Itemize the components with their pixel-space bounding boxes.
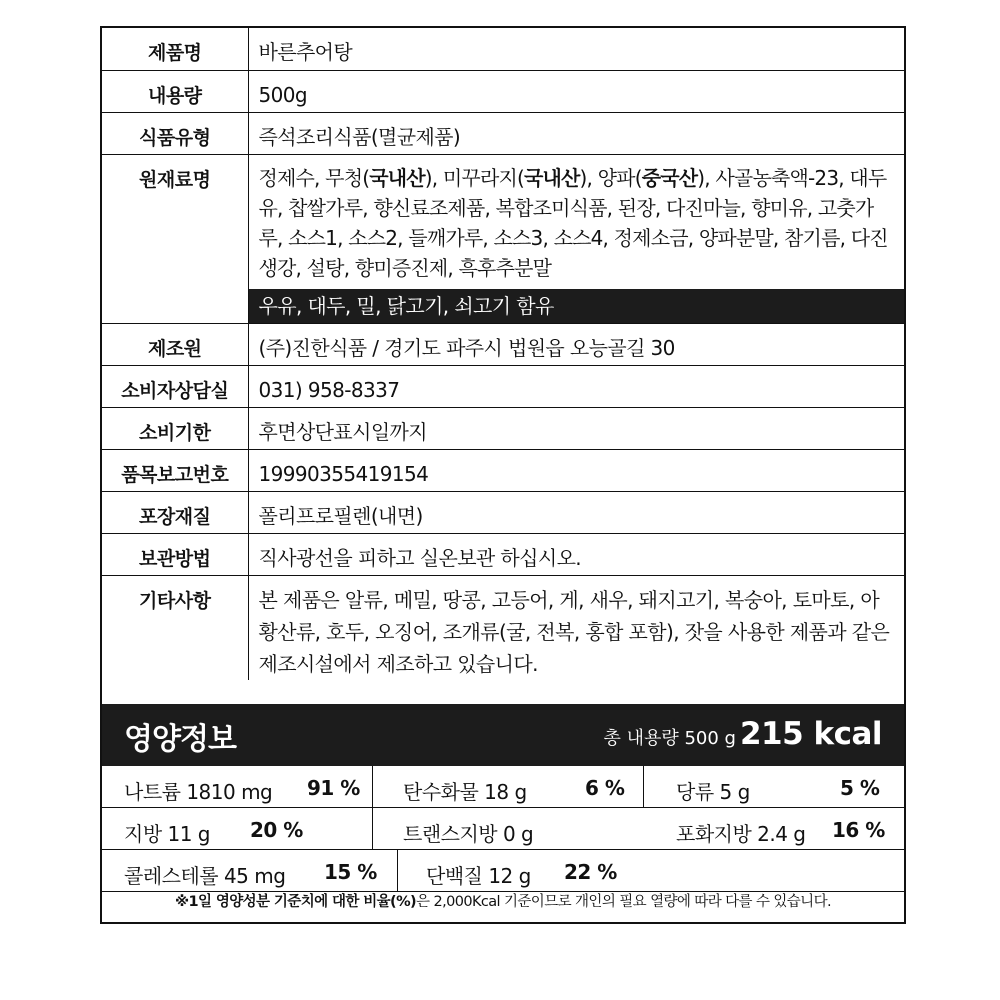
footnote-text: 은 2,000Kcal 기준이므로 개인의 필요 열량에 따라 다를 수 있습니다. bbox=[416, 894, 832, 910]
row-expiry bbox=[102, 407, 904, 449]
ingredients-label: 원재료명 bbox=[102, 154, 248, 323]
nutrient-percent: 91 % bbox=[307, 776, 360, 800]
product-info-table bbox=[102, 28, 904, 680]
row-food-type bbox=[102, 112, 904, 154]
ingredients-cell bbox=[248, 154, 904, 323]
row-product-name bbox=[102, 28, 904, 70]
nutrient-percent: 20 % bbox=[250, 818, 303, 842]
row-ingredients bbox=[102, 154, 904, 323]
row-manufacturer bbox=[102, 323, 904, 365]
nutrient-fat bbox=[102, 808, 373, 849]
nutrient-trans-fat bbox=[373, 808, 644, 849]
nutrient-name: 단백질 12 g bbox=[426, 864, 531, 888]
nutrient-sugar bbox=[644, 766, 904, 807]
other-value: 본 제품은 알류, 메밀, 땅콩, 고등어, 게, 새우, 돼지고기, 복숭아, 토마토, 아황산류, 호두, 오징어, 조개류(굴, 전복, 홍합 포함), 잣을 사용한 제품과 같은 제조시설에서 제조하고 있습니다. bbox=[258, 587, 890, 676]
nutrition-row bbox=[102, 850, 904, 892]
row-packaging bbox=[102, 491, 904, 533]
allergen-banner: 우유, 대두, 밀, 닭고기, 쇠고기 함유 bbox=[249, 289, 905, 323]
nutrition-row bbox=[102, 808, 904, 850]
other-label: 기타사항 bbox=[102, 575, 248, 680]
row-other bbox=[102, 575, 904, 680]
ingredients-text bbox=[249, 155, 905, 289]
nutrition-row bbox=[102, 766, 904, 808]
volume-value: 500g bbox=[248, 70, 904, 112]
nutrient-name: 당류 5 g bbox=[676, 780, 750, 804]
row-report-no bbox=[102, 449, 904, 491]
ingredients-part: 정제수, 무청( bbox=[258, 165, 370, 190]
report-no-value: 19990355419154 bbox=[248, 449, 904, 491]
nutrient-name: 트랜스지방 0 g bbox=[403, 822, 534, 846]
consumer-office-value: 031) 958-8337 bbox=[248, 365, 904, 407]
ingredients-part: ), 사골농축액-23, 대두유, 찹쌀가루, 향신료조제품, 복합조미식품, 된장, 다진마늘, 향미유, 고춧가루, 소스1, 소스2, 들깨가루, 소스3, 소스4, 정제소금, 양파분말, 참기름, 다진생강, 설탕, 향미증진제, 흑후추분말 bbox=[258, 165, 888, 280]
ingredients-part: ), 미꾸라지( bbox=[424, 165, 524, 190]
nutrient-percent: 15 % bbox=[324, 860, 377, 884]
nutrient-saturated-fat bbox=[644, 808, 904, 849]
nutrient-protein bbox=[398, 850, 698, 891]
nutrient-cholesterol bbox=[102, 850, 398, 891]
expiry-label: 소비기한 bbox=[102, 407, 248, 449]
food-label bbox=[100, 26, 906, 924]
nutrient-percent: 16 % bbox=[832, 818, 885, 842]
product-name-value: 바른추어탕 bbox=[248, 28, 904, 70]
nutrient-sodium bbox=[102, 766, 373, 807]
nutrient-name: 포화지방 2.4 g bbox=[676, 822, 806, 846]
storage-value: 직사광선을 피하고 실온보관 하십시오. bbox=[248, 533, 904, 575]
volume-label: 내용량 bbox=[102, 70, 248, 112]
total-volume-label: 총 내용량 500 g bbox=[603, 728, 736, 749]
nutrition-title: 영양정보 bbox=[124, 722, 236, 757]
origin-korea: 국내산 bbox=[369, 165, 425, 190]
manufacturer-value: (주)진한식품 / 경기도 파주시 법원읍 오능골길 30 bbox=[248, 323, 904, 365]
packaging-label: 포장재질 bbox=[102, 491, 248, 533]
nutrient-percent: 6 % bbox=[585, 776, 625, 800]
packaging-value: 폴리프로필렌(내면) bbox=[248, 491, 904, 533]
product-name-label: 제품명 bbox=[102, 28, 248, 70]
consumer-office-label: 소비자상담실 bbox=[102, 365, 248, 407]
food-type-label: 식품유형 bbox=[102, 112, 248, 154]
storage-label: 보관방법 bbox=[102, 533, 248, 575]
nutrient-percent: 22 % bbox=[564, 860, 617, 884]
origin-china: 중국산 bbox=[641, 165, 698, 190]
nutrient-name: 탄수화물 18 g bbox=[403, 780, 527, 804]
nutrition-footnote bbox=[102, 890, 904, 911]
ingredients-part: ), 양파( bbox=[579, 165, 642, 190]
manufacturer-label: 제조원 bbox=[102, 323, 248, 365]
total-kcal: 215 kcal bbox=[739, 716, 882, 752]
row-storage bbox=[102, 533, 904, 575]
nutrition-header bbox=[102, 704, 904, 766]
expiry-value: 후면상단표시일까지 bbox=[248, 407, 904, 449]
row-volume bbox=[102, 70, 904, 112]
nutrition-total bbox=[603, 716, 882, 752]
nutrient-name: 콜레스테롤 45 mg bbox=[124, 864, 286, 888]
report-no-label: 품목보고번호 bbox=[102, 449, 248, 491]
nutrient-percent: 5 % bbox=[840, 776, 880, 800]
nutrient-carbohydrate bbox=[373, 766, 644, 807]
row-consumer-office bbox=[102, 365, 904, 407]
food-type-value: 즉석조리식품(멸균제품) bbox=[248, 112, 904, 154]
nutrient-name: 나트륨 1810 mg bbox=[124, 780, 273, 804]
nutrient-name: 지방 11 g bbox=[124, 822, 210, 846]
footnote-bold: ※1일 영양성분 기준치에 대한 비율(%) bbox=[174, 894, 417, 910]
origin-korea: 국내산 bbox=[523, 165, 580, 190]
